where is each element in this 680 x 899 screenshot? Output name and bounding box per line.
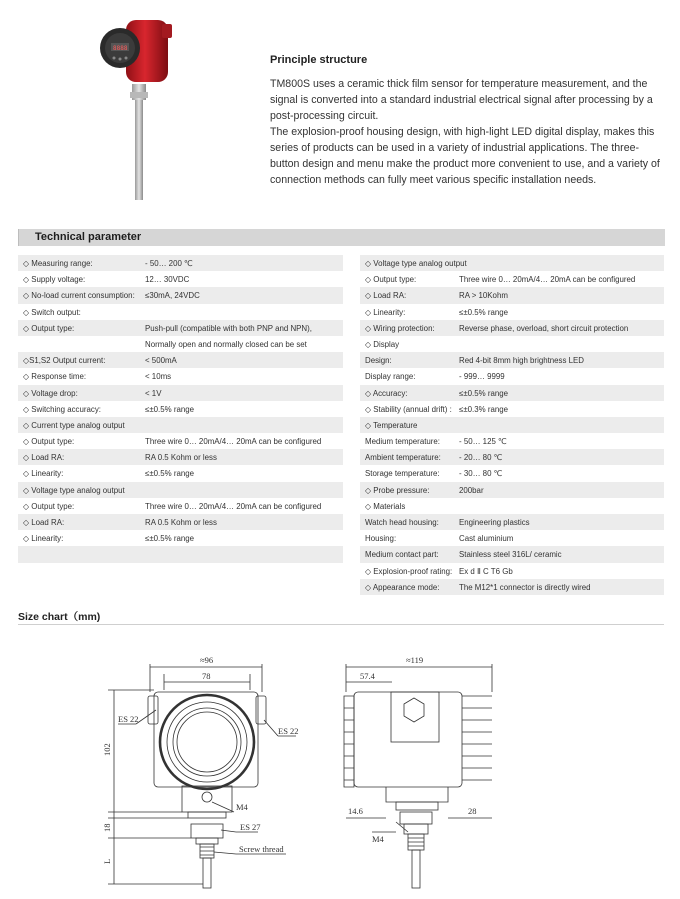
- spec-key: ◇ Load RA:: [365, 291, 407, 301]
- dim-m4-side: M4: [372, 834, 384, 844]
- spec-value: - 999… 9999: [459, 372, 505, 382]
- spec-row: [18, 320, 343, 336]
- spec-value: < 500mA: [145, 356, 177, 366]
- spec-key: ◇ Linearity:: [23, 534, 64, 544]
- dim-es27: ES 27: [240, 822, 261, 832]
- spec-value: Red 4-bit 8mm high brightness LED: [459, 356, 584, 366]
- spec-value: Three wire 0… 20mA/4… 20mA can be configured: [145, 437, 322, 447]
- spec-value: - 30… 80 ℃: [459, 469, 503, 479]
- spec-key: ◇ Measuring range:: [23, 259, 93, 268]
- spec-row: [18, 514, 343, 530]
- spec-value: - 50… 200 ℃: [145, 259, 193, 268]
- spec-value: RA 0.5 Kohm or less: [145, 453, 217, 463]
- principle-paragraph-1: TM800S uses a ceramic thick film sensor for temperature measurement, and the signal is converted into a standard industrial electrical signal after processing by a post-processing circuit.: [270, 78, 653, 122]
- spec-row: [18, 449, 343, 465]
- spec-value: ≤±0.5% range: [459, 307, 509, 317]
- spec-key: Watch head housing:: [365, 518, 439, 527]
- spec-row: [360, 271, 664, 287]
- spec-key: ◇ Display: [365, 339, 400, 349]
- spec-row: [18, 385, 343, 401]
- spec-value: - 20… 80 ℃: [459, 453, 503, 463]
- spec-row: [360, 368, 664, 384]
- spec-value: ≤±0.5% range: [145, 534, 195, 544]
- spec-key: ◇ Stability (annual drift) :: [365, 404, 452, 414]
- spec-key: ◇ Load RA:: [23, 453, 65, 463]
- spec-row: [360, 255, 664, 271]
- principle-body: [270, 76, 662, 188]
- spec-value: < 1V: [145, 388, 162, 398]
- spec-key: Storage temperature:: [365, 469, 440, 479]
- spec-row: [360, 449, 664, 465]
- spec-row: [18, 271, 343, 287]
- dim-depth-28: 28: [468, 806, 477, 816]
- spec-key: ◇ Explosion-proof rating:: [365, 566, 453, 576]
- product-image: [96, 14, 178, 204]
- spec-row: [360, 336, 664, 352]
- dim-width-96: ≈96: [200, 655, 214, 665]
- spec-row: [360, 579, 664, 595]
- technical-title: Technical parameter: [35, 231, 142, 243]
- spec-key: ◇ Output type:: [23, 323, 75, 333]
- spec-row: [360, 546, 664, 562]
- spec-row: [360, 304, 664, 320]
- spec-row: [18, 498, 343, 514]
- spec-row: [360, 352, 664, 368]
- spec-key: ◇ Response time:: [23, 372, 87, 382]
- spec-value: Three wire 0… 20mA/4… 20mA can be configured: [145, 501, 322, 511]
- spec-row: [18, 368, 343, 384]
- spec-row: [360, 417, 664, 433]
- spec-key: ◇ Voltage type analog output: [365, 259, 467, 268]
- spec-row: [18, 304, 343, 320]
- spec-value: - 50… 125 ℃: [459, 437, 507, 447]
- spec-value: Push-pull (compatible with both PNP and NPN),: [145, 323, 312, 333]
- spec-row: [360, 465, 664, 481]
- spec-key: ◇ Output type:: [23, 501, 75, 511]
- spec-row: [360, 514, 664, 530]
- spec-row: [360, 498, 664, 514]
- dim-es22-left: ES 22: [118, 714, 139, 724]
- spec-row: [18, 546, 343, 562]
- dimension-drawing: [96, 652, 506, 890]
- spec-row: [18, 530, 343, 546]
- spec-key: Ambient temperature:: [365, 453, 441, 463]
- spec-key: ◇ Current type analog output: [23, 420, 125, 430]
- spec-key: Medium temperature:: [365, 437, 440, 447]
- dim-height-102: 102: [102, 743, 112, 756]
- spec-value: ≤±0.3% range: [459, 404, 509, 414]
- spec-row: [18, 417, 343, 433]
- spec-value: Ex d Ⅱ C T6 Gb: [459, 566, 513, 576]
- spec-row: [360, 385, 664, 401]
- spec-key: ◇ Materials: [365, 501, 406, 511]
- spec-row: [18, 287, 343, 303]
- spec-value: RA 0.5 Kohm or less: [145, 518, 217, 527]
- spec-key: ◇ Accuracy:: [365, 388, 408, 398]
- spec-key: ◇ Appearance mode:: [365, 582, 440, 592]
- spec-key: ◇ Probe pressure:: [365, 485, 430, 495]
- front-view: [108, 664, 296, 888]
- spec-value: Reverse phase, overload, short circuit protection: [459, 323, 629, 333]
- spec-value: Stainless steel 316L/ ceramic: [459, 550, 562, 560]
- spec-row: [360, 320, 664, 336]
- svg-text:8888: 8888: [113, 45, 128, 52]
- spec-value: Engineering plastics: [459, 518, 530, 527]
- spec-key: ◇ Voltage type analog output: [23, 485, 125, 495]
- spec-key: ◇ Supply voltage:: [23, 275, 86, 285]
- spec-row: [18, 563, 343, 579]
- spec-value: Cast aluminium: [459, 534, 514, 544]
- spec-value: The M12*1 connector is directly wired: [459, 582, 591, 592]
- spec-row: [18, 336, 343, 352]
- dim-height-18: 18: [102, 823, 112, 832]
- size-chart-title: Size chart（mm): [18, 611, 101, 623]
- spec-row: [18, 482, 343, 498]
- spec-key: ◇ Switching accuracy:: [23, 404, 101, 414]
- spec-value: ≤30mA, 24VDC: [145, 291, 200, 301]
- dim-width-119: ≈119: [406, 655, 424, 665]
- principle-title: Principle structure: [270, 54, 368, 66]
- spec-value: ≤±0.5% range: [145, 404, 195, 414]
- spec-key: ◇ Linearity:: [23, 469, 64, 479]
- spec-table-right: [360, 255, 664, 595]
- spec-key: ◇ Temperature: [365, 420, 418, 430]
- dim-width-57: 57.4: [360, 671, 375, 681]
- dim-length-l: L: [102, 858, 112, 864]
- spec-key: Design:: [365, 356, 392, 366]
- dim-screw-thread: Screw thread: [239, 844, 284, 854]
- spec-row: [18, 465, 343, 481]
- spec-row: [360, 482, 664, 498]
- spec-value: Three wire 0… 20mA/4… 20mA can be configured: [459, 275, 636, 285]
- spec-key: Housing:: [365, 534, 397, 544]
- principle-paragraph-2: The explosion-proof housing design, with high-light LED digital display, makes this series of products can be used in a variety of industrial applications. The three-button design and menu make the product more convenient to use, and a variety of connection methods can fully meet various specific installation needs.: [270, 126, 660, 186]
- spec-row: [18, 401, 343, 417]
- spec-value: ≤±0.5% range: [459, 388, 509, 398]
- spec-key: Medium contact part:: [365, 550, 439, 560]
- spec-key: ◇ Voltage drop:: [23, 388, 78, 398]
- spec-key: ◇S1,S2 Output current:: [23, 356, 106, 366]
- spec-key: ◇ Switch output:: [23, 307, 81, 317]
- spec-key: ◇ Wiring protection:: [365, 323, 435, 333]
- dim-es22-right: ES 22: [278, 726, 299, 736]
- spec-key: ◇ No-load current consumption:: [23, 291, 135, 301]
- spec-row: [18, 433, 343, 449]
- spec-value: RA > 10Kohm: [459, 291, 508, 301]
- spec-key: ◇ Linearity:: [365, 307, 406, 317]
- spec-row: [360, 433, 664, 449]
- spec-value: ≤±0.5% range: [145, 469, 195, 479]
- spec-key: ◇ Output type:: [23, 437, 75, 447]
- spec-row: [360, 287, 664, 303]
- spec-row: [18, 255, 343, 271]
- spec-value: 200bar: [459, 485, 484, 495]
- technical-header: [18, 229, 665, 246]
- spec-table-left: [18, 255, 343, 579]
- spec-row: [360, 530, 664, 546]
- spec-key: ◇ Load RA:: [23, 518, 65, 527]
- spec-value: 12… 30VDC: [145, 275, 190, 285]
- spec-row: [360, 401, 664, 417]
- spec-value: Normally open and normally closed can be set: [145, 339, 307, 349]
- spec-key: ◇ Output type:: [365, 275, 417, 285]
- spec-key: Display range:: [365, 372, 416, 382]
- dim-m4-front: M4: [236, 802, 248, 812]
- spec-row: [18, 352, 343, 368]
- side-view: [344, 664, 492, 888]
- size-chart-divider: [18, 624, 664, 625]
- dim-depth-14: 14.6: [348, 806, 363, 816]
- spec-value: < 10ms: [145, 372, 172, 382]
- dim-width-78: 78: [202, 671, 211, 681]
- spec-row: [360, 563, 664, 579]
